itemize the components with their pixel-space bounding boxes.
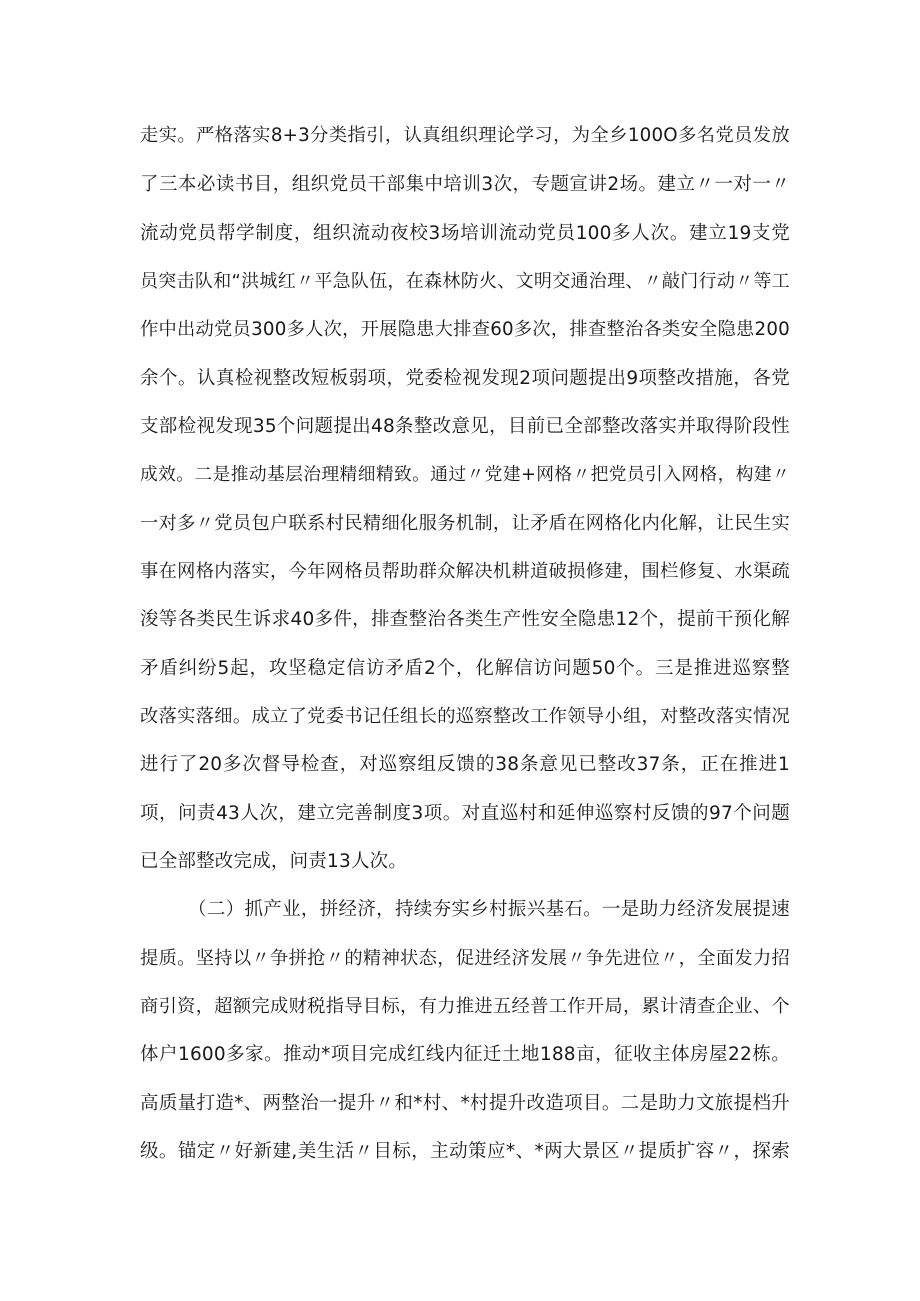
text-line: 了三本必读书目，组织党员干部集中培训3次，专题宣讲2场。建立〃一对一〃 bbox=[140, 174, 790, 195]
text-line: 提质。坚持以〃争拼抢〃的精神状态，促进经济发展〃争先进位〃，全面发力招 bbox=[140, 948, 790, 969]
text-line: 高质量打造*、两整治一提升〃和*村、*村提升改造项目。二是助力文旅提档升 bbox=[140, 1093, 790, 1114]
text-line: 进行了20多次督导检查，对巡察组反馈的38条意见已整改37条，正在推进1 bbox=[140, 754, 790, 775]
text-line: 体户1600多家。推动*项目完成红线内征迁土地188亩，征收主体房屋22栋。 bbox=[140, 1044, 790, 1065]
text-line: 矛盾纠纷5起，攻坚稳定信访矛盾2个，化解信访问题50个。三是推进巡察整 bbox=[140, 658, 790, 679]
section-heading-line: （二）抓产业，拼经济，持续夯实乡村振兴基石。一是助力经济发展提速 bbox=[188, 899, 790, 920]
text-line: 项，问责43人次，建立完善制度3项。对直巡村和延伸巡察村反馈的97个问题 bbox=[140, 803, 790, 824]
text-line: 流动党员帮学制度，组织流动夜校3场培训流动党员100多人次。建立19支党 bbox=[140, 223, 790, 244]
text-line: 成效。二是推动基层治理精细精致。通过〃党建+网格〃把党员引入网格，构建〃 bbox=[140, 465, 790, 485]
text-line: 员突击队和“洪城红〃平急队伍，在森林防火、文明交通治理、〃敲门行动〃等工 bbox=[140, 271, 790, 292]
text-line: 改落实落细。成立了党委书记任组长的巡察整改工作领导小组，对整改落实情况 bbox=[140, 706, 790, 727]
text-line: 已全部整改完成，问责13人次。 bbox=[140, 851, 408, 872]
text-line: 级。锚定〃好新建,美生活〃目标，主动策应*、*两大景区〃提质扩容〃，探索 bbox=[140, 1141, 790, 1162]
text-line: 浚等各类民生诉求40多件，排查整治各类生产性安全隐患12个，提前干预化解 bbox=[140, 609, 790, 630]
text-line: 事在网格内落实，今年网格员帮助群众解决机耕道破损修建，围栏修复、水渠疏 bbox=[140, 561, 790, 582]
text-line: 商引资，超额完成财税指导目标，有力推进五经普工作开局，累计清查企业、个 bbox=[140, 996, 790, 1017]
text-line: 走实。严格落实8+3分类指引，认真组织理论学习，为全乡100O多名党员发放 bbox=[140, 125, 790, 146]
text-line: 一对多〃党员包户联系村民精细化服务机制，让矛盾在网格化内化解，让民生实 bbox=[140, 513, 790, 534]
text-line: 作中出动党员300多人次，开展隐患大排查60多次，排查整治各类安全隐患200 bbox=[140, 319, 790, 340]
text-line: 余个。认真检视整改短板弱项，党委检视发现2项问题提出9项整改措施，各党 bbox=[140, 368, 790, 389]
text-line: 支部检视发现35个问题提出48条整改意见，目前已全部整改落实并取得阶段性 bbox=[140, 416, 790, 437]
